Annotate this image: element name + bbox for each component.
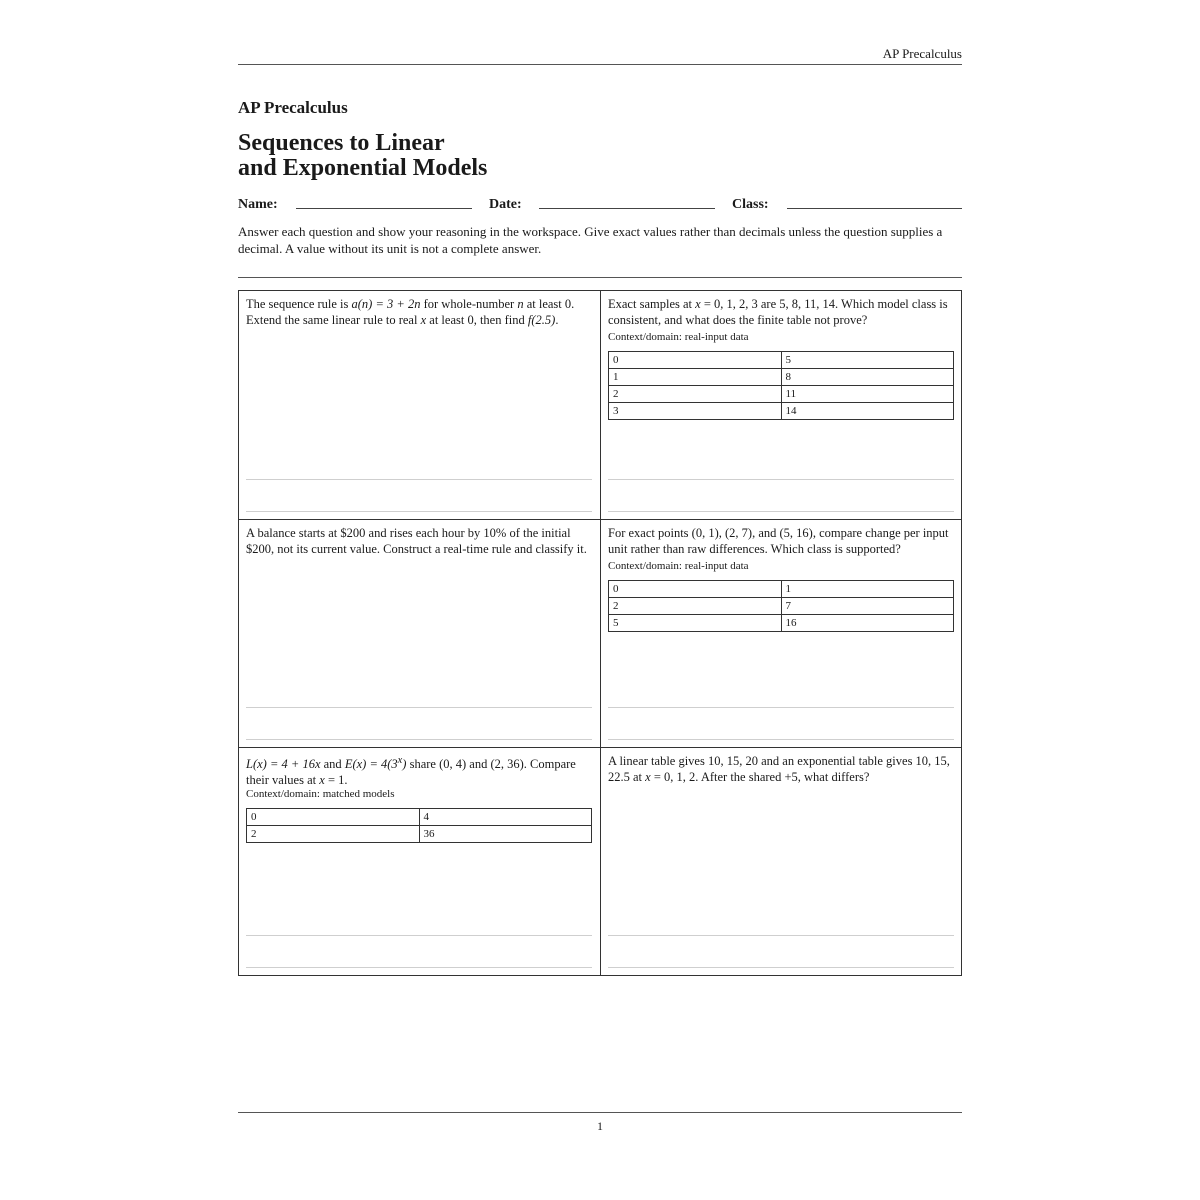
table-cell: 0	[609, 581, 782, 598]
table-cell: 0	[609, 352, 782, 369]
q2-text: = 0, 1, 2, 3 are 5, 8, 11, 14. Which model class is consistent, and what does the finite table not prove?	[608, 297, 948, 327]
page-number: 1	[597, 1119, 603, 1133]
table-cell: 11	[781, 386, 954, 403]
table-row	[609, 369, 954, 386]
table-cell: 0	[247, 809, 420, 826]
table-cell: 2	[609, 386, 782, 403]
table-cell: 14	[781, 403, 954, 420]
answer-line[interactable]	[246, 707, 592, 708]
q1-function: f(2.5)	[527, 313, 556, 327]
question-6-prompt	[608, 753, 958, 785]
table-row	[609, 581, 954, 598]
q1-text: The sequence rule is	[246, 297, 352, 311]
answer-line[interactable]	[608, 479, 954, 480]
course-name: AP Precalculus	[238, 98, 348, 117]
table-cell: 4	[419, 809, 592, 826]
answer-line[interactable]	[246, 511, 592, 512]
table-cell: 2	[609, 598, 782, 615]
question-2-table	[608, 351, 954, 420]
q1-text: .	[555, 313, 559, 327]
answer-line[interactable]	[608, 739, 954, 740]
q1-text: for whole-number	[420, 297, 518, 311]
title-line-1: Sequences to Linear	[238, 130, 445, 156]
question-3	[239, 519, 600, 747]
answer-line[interactable]	[246, 935, 592, 936]
question-4	[600, 519, 961, 747]
q6-variable: x	[645, 770, 651, 784]
class-label: Class:	[732, 197, 769, 212]
date-field[interactable]	[539, 208, 715, 209]
student-info-fields	[238, 197, 962, 217]
instructions: Answer each question and show your reasoning in the workspace. Give exact values rather than decimals unless the question supplies a decimal. A value without its unit is not a complete answer.	[238, 224, 943, 256]
q5-text: share (0, 4) and (2, 36). Compare their values at	[246, 757, 576, 788]
table-cell: 8	[781, 369, 954, 386]
q5-variable: x	[319, 773, 325, 788]
q5-exponential-model: E(x) = 4(3	[344, 757, 398, 772]
running-head: AP Precalculus	[882, 46, 962, 61]
table-row	[609, 352, 954, 369]
table-cell: 16	[781, 615, 954, 632]
q1-text: Extend the same linear rule to real	[246, 313, 421, 327]
table-row	[609, 598, 954, 615]
date-label: Date:	[489, 197, 522, 212]
question-grid	[238, 290, 962, 976]
question-5-table	[246, 808, 592, 843]
table-cell: 1	[609, 369, 782, 386]
q6-text: = 0, 1, 2. After the shared +5, what differs?	[650, 770, 870, 784]
answer-line[interactable]	[246, 967, 592, 968]
table-cell: 3	[609, 403, 782, 420]
class-field[interactable]	[787, 208, 962, 209]
question-5-prompt	[246, 753, 596, 788]
q1-sequence-rule: a(n) = 3 + 2n	[351, 297, 421, 311]
table-row	[247, 826, 592, 843]
question-4-table	[608, 580, 954, 632]
q5-exponent: x	[397, 755, 403, 766]
table-cell: 5	[781, 352, 954, 369]
table-row	[609, 386, 954, 403]
title-line-2: and Exponential Models	[238, 155, 488, 181]
table-row	[609, 403, 954, 420]
q2-text: Exact samples at	[608, 297, 696, 311]
table-row	[609, 615, 954, 632]
table-cell: 2	[247, 826, 420, 843]
divider	[238, 277, 962, 278]
question-4-prompt: For exact points (0, 1), (2, 7), and (5, 16), compare change per input unit rather than raw differences. Which class is supported?	[608, 526, 949, 556]
q5-text: = 1.	[324, 773, 348, 788]
q2-variable: x	[695, 297, 701, 311]
q5-linear-model: L(x) = 4 + 16x	[246, 757, 321, 772]
question-1-prompt	[246, 296, 596, 328]
question-1	[239, 291, 600, 519]
answer-line[interactable]	[246, 739, 592, 740]
answer-line[interactable]	[608, 511, 954, 512]
question-4-context: Context/domain: real-input data	[608, 560, 749, 572]
table-row	[247, 809, 592, 826]
q1-variable: x	[420, 313, 427, 327]
name-label: Name:	[238, 197, 278, 212]
page-title	[238, 131, 738, 181]
question-3-prompt: A balance starts at $200 and rises each hour by 10% of the initial $200, not its current value. Construct a real-time rule and classify it.	[246, 526, 587, 556]
question-5	[239, 747, 600, 975]
q1-text: at least 0, then find	[426, 313, 528, 327]
answer-line[interactable]	[608, 935, 954, 936]
table-cell: 1	[781, 581, 954, 598]
question-2-prompt	[608, 296, 958, 328]
table-cell: 7	[781, 598, 954, 615]
q5-exponential-model: )	[402, 757, 407, 772]
q5-text: and	[320, 757, 345, 772]
footer-divider	[238, 1112, 962, 1113]
question-2-context: Context/domain: real-input data	[608, 331, 749, 343]
table-cell: 36	[419, 826, 592, 843]
table-cell: 5	[609, 615, 782, 632]
question-2	[600, 291, 961, 519]
page-header	[238, 46, 962, 65]
answer-line[interactable]	[608, 707, 954, 708]
question-5-context: Context/domain: matched models	[246, 788, 395, 800]
answer-line[interactable]	[246, 479, 592, 480]
name-field[interactable]	[296, 208, 472, 209]
q1-text: at least 0.	[523, 297, 575, 311]
q1-variable: n	[517, 297, 524, 311]
question-6	[600, 747, 961, 975]
q6-text: A linear table gives 10, 15, 20 and an exponential table gives 10, 15, 22.5 at	[608, 754, 950, 784]
answer-line[interactable]	[608, 967, 954, 968]
